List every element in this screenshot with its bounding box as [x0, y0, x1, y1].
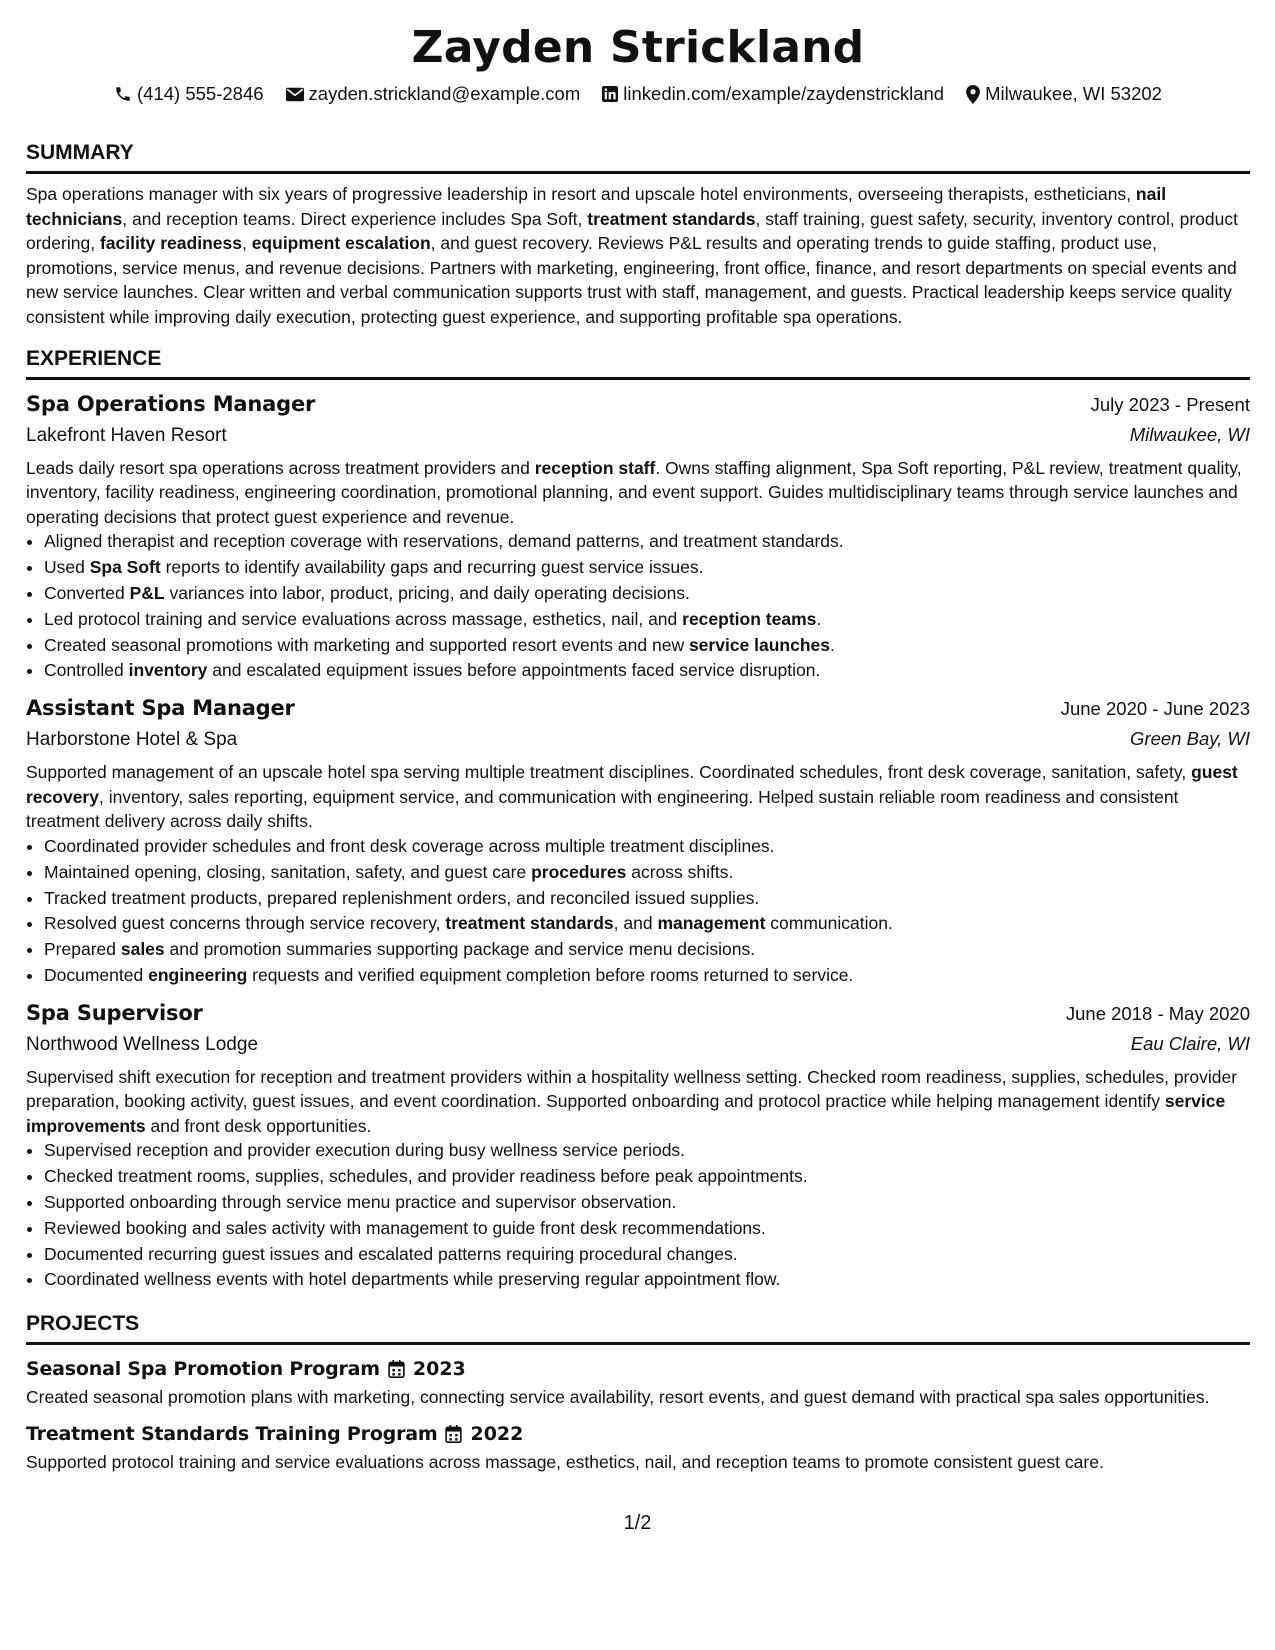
- emphasis-text: procedures: [531, 861, 627, 882]
- phone-text: (414) 555-2846: [137, 83, 264, 104]
- emphasis-text: guest recovery: [26, 762, 1238, 807]
- calendar-icon: [388, 1360, 405, 1378]
- emphasis-text: nail technicians: [26, 184, 1167, 229]
- bullet-item: • Coordinated wellness events with hotel departments while preserving regular appointment flow.: [44, 1267, 1250, 1293]
- bullet-item: • Documented engineering requests and verified equipment completion before rooms returned to service.: [44, 963, 1250, 989]
- bullet-item: • Supervised reception and provider execution during busy wellness service periods.: [44, 1138, 1250, 1164]
- emphasis-text: facility readiness: [99, 233, 242, 254]
- job-location: Green Bay, WI: [1130, 728, 1250, 750]
- bullet-item: • Converted P&L variances into labor, product, pricing, and daily operating decisions.: [44, 581, 1250, 607]
- project-year: 2022: [470, 1422, 524, 1445]
- emphasis-text: Spa Soft: [89, 557, 161, 578]
- contact-location: [966, 82, 1162, 106]
- contact-phone[interactable]: [114, 82, 264, 106]
- linkedin-icon: [602, 86, 618, 102]
- calendar-icon: [445, 1425, 462, 1443]
- project-description: Supported protocol training and service evaluations across massage, esthetics, nail, and reception teams to promote consistent guest care.: [26, 1451, 1104, 1472]
- emphasis-text: treatment standards: [445, 913, 614, 934]
- emphasis-text: sales: [120, 939, 165, 960]
- page-number: 1/2: [623, 1512, 652, 1534]
- job-location: Eau Claire, WI: [1130, 1032, 1250, 1054]
- job-entry: [26, 693, 1250, 989]
- job-bullets: [26, 1138, 1250, 1293]
- emphasis-text: service improvements: [26, 1091, 1226, 1136]
- job-entry: [26, 389, 1250, 685]
- bullet-item: • Reviewed booking and sales activity with management to guide front desk recommendations.: [44, 1216, 1250, 1242]
- project-title: Treatment Standards Training Program: [26, 1422, 438, 1445]
- bullet-item: • Tracked treatment products, prepared replenishment orders, and reconciled issued supplies.: [44, 886, 1250, 912]
- emphasis-text: P&L: [129, 582, 165, 603]
- job-title: Assistant Spa Manager: [26, 696, 295, 721]
- bullet-item: • Supported onboarding through service menu practice and supervisor observation.: [44, 1190, 1250, 1216]
- linkedin-text: linkedin.com/example/zaydenstrickland: [623, 83, 945, 104]
- emphasis-text: management: [657, 913, 766, 934]
- job-dates: July 2023 - Present: [1090, 393, 1250, 415]
- job-summary: Supervised shift execution for reception and treatment providers within a hospitality wellness setting. Checked room readiness, supplies, schedules, provider preparation, booking activity, guest issues, and event coordination. Supported onboarding and protocol practice while helping management identify service improvements and front desk opportunities.: [26, 1066, 1238, 1136]
- job-location: Milwaukee, WI: [1129, 423, 1250, 445]
- job-bullets: [26, 529, 1250, 684]
- project-year: 2023: [412, 1358, 466, 1381]
- bullet-item: • Controlled inventory and escalated equipment issues before appointments faced service disruption.: [44, 658, 1250, 684]
- bullet-item: • Led protocol training and service evaluations across massage, esthetics, nail, and reception teams.: [44, 607, 1250, 633]
- job-company: Harborstone Hotel & Spa: [26, 729, 238, 751]
- job-dates: June 2020 - June 2023: [1060, 698, 1250, 720]
- bullet-item: • Prepared sales and promotion summaries supporting package and service menu decisions.: [44, 937, 1250, 963]
- envelope-icon: [286, 87, 304, 102]
- summary-paragraph: Spa operations manager with six years of progressive leadership in resort and upscale hotel environments, overseeing therapists, estheticians, nail technicians, and reception teams. Direct experience includes Spa Soft, treatment standards, staff training, guest safety, security, inventory control, product ordering, facility readiness, equipment escalation, and guest recovery. Reviews P&L results and operating trends to guide staffing, product use, promotions, service menus, and revenue decisions. Partners with marketing, engineering, front office, finance, and resort departments on special events and new service launches. Clear written and verbal communication supports trust with staff, management, and guests. Practical leadership keeps service quality consistent while improving daily execution, protecting guest experience, and supporting profitable spa operations.: [26, 184, 1238, 327]
- emphasis-text: inventory: [128, 660, 208, 681]
- contact-email[interactable]: [286, 82, 581, 106]
- email-text: zayden.strickland@example.com: [308, 83, 581, 104]
- bullet-item: • Coordinated provider schedules and front desk coverage across multiple treatment disciplines.: [44, 834, 1250, 860]
- job-title: Spa Supervisor: [26, 1000, 203, 1025]
- job-dates: June 2018 - May 2020: [1065, 1002, 1250, 1024]
- candidate-name: Zayden Strickland: [411, 22, 865, 73]
- emphasis-text: service launches: [688, 634, 831, 655]
- project-title: Seasonal Spa Promotion Program: [26, 1358, 380, 1381]
- bullet-item: • Documented recurring guest issues and escalated patterns requiring procedural changes.: [44, 1242, 1250, 1268]
- bullet-item: • Resolved guest concerns through service recovery, treatment standards, and management communication.: [44, 911, 1250, 937]
- job-bullets: [26, 834, 1250, 989]
- emphasis-text: treatment standards: [587, 208, 756, 229]
- job-entry: [26, 998, 1250, 1294]
- phone-icon: [114, 85, 132, 103]
- location-text: Milwaukee, WI 53202: [985, 83, 1162, 104]
- bullet-item: • Used Spa Soft reports to identify availability gaps and recurring guest service issues.: [44, 555, 1250, 581]
- job-company: Northwood Wellness Lodge: [26, 1033, 259, 1055]
- resume-page: [26, 0, 1250, 1474]
- section-title-experience: EXPERIENCE: [26, 346, 1250, 380]
- bullet-item: • Created seasonal promotions with marketing and supported resort events and new service launches.: [44, 633, 1250, 659]
- bullet-item: • Aligned therapist and reception coverage with reservations, demand patterns, and treatment standards.: [44, 529, 1250, 555]
- job-title: Spa Operations Manager: [26, 391, 316, 416]
- job-company: Lakefront Haven Resort: [26, 424, 227, 446]
- section-title-summary: SUMMARY: [26, 140, 1250, 174]
- emphasis-text: reception staff: [534, 457, 656, 478]
- emphasis-text: equipment escalation: [251, 233, 431, 254]
- section-title-projects: PROJECTS: [26, 1311, 1250, 1345]
- project-entry: [26, 1420, 1250, 1475]
- contact-bar: [26, 82, 1250, 106]
- project-description: Created seasonal promotion plans with marketing, connecting service availability, resort events, and guest demand with practical spa sales opportunities.: [26, 1387, 1210, 1408]
- bullet-item: • Checked treatment rooms, supplies, schedules, and provider readiness before peak appointments.: [44, 1164, 1250, 1190]
- job-summary: Leads daily resort spa operations across treatment providers and reception staff. Owns staffing alignment, Spa Soft reporting, P&L review, treatment quality, inventory, facility readiness, engineering coordination, promotional planning, and event support. Guides multidisciplinary teams through service launches and operating decisions that protect guest experience and revenue.: [26, 457, 1242, 527]
- project-entry: [26, 1355, 1250, 1410]
- bullet-item: • Maintained opening, closing, sanitation, safety, and guest care procedures across shifts.: [44, 860, 1250, 886]
- emphasis-text: reception teams: [682, 608, 817, 629]
- emphasis-text: engineering: [148, 964, 248, 985]
- map-pin-icon: [966, 85, 980, 104]
- job-summary: Supported management of an upscale hotel spa serving multiple treatment disciplines. Coordinated schedules, front desk coverage, sanitation, safety, guest recovery, inventory, sales reporting, equipment service, and communication with engineering. Helped sustain reliable room readiness and consistent treatment delivery across daily shifts.: [26, 762, 1238, 832]
- contact-linkedin[interactable]: [602, 82, 944, 106]
